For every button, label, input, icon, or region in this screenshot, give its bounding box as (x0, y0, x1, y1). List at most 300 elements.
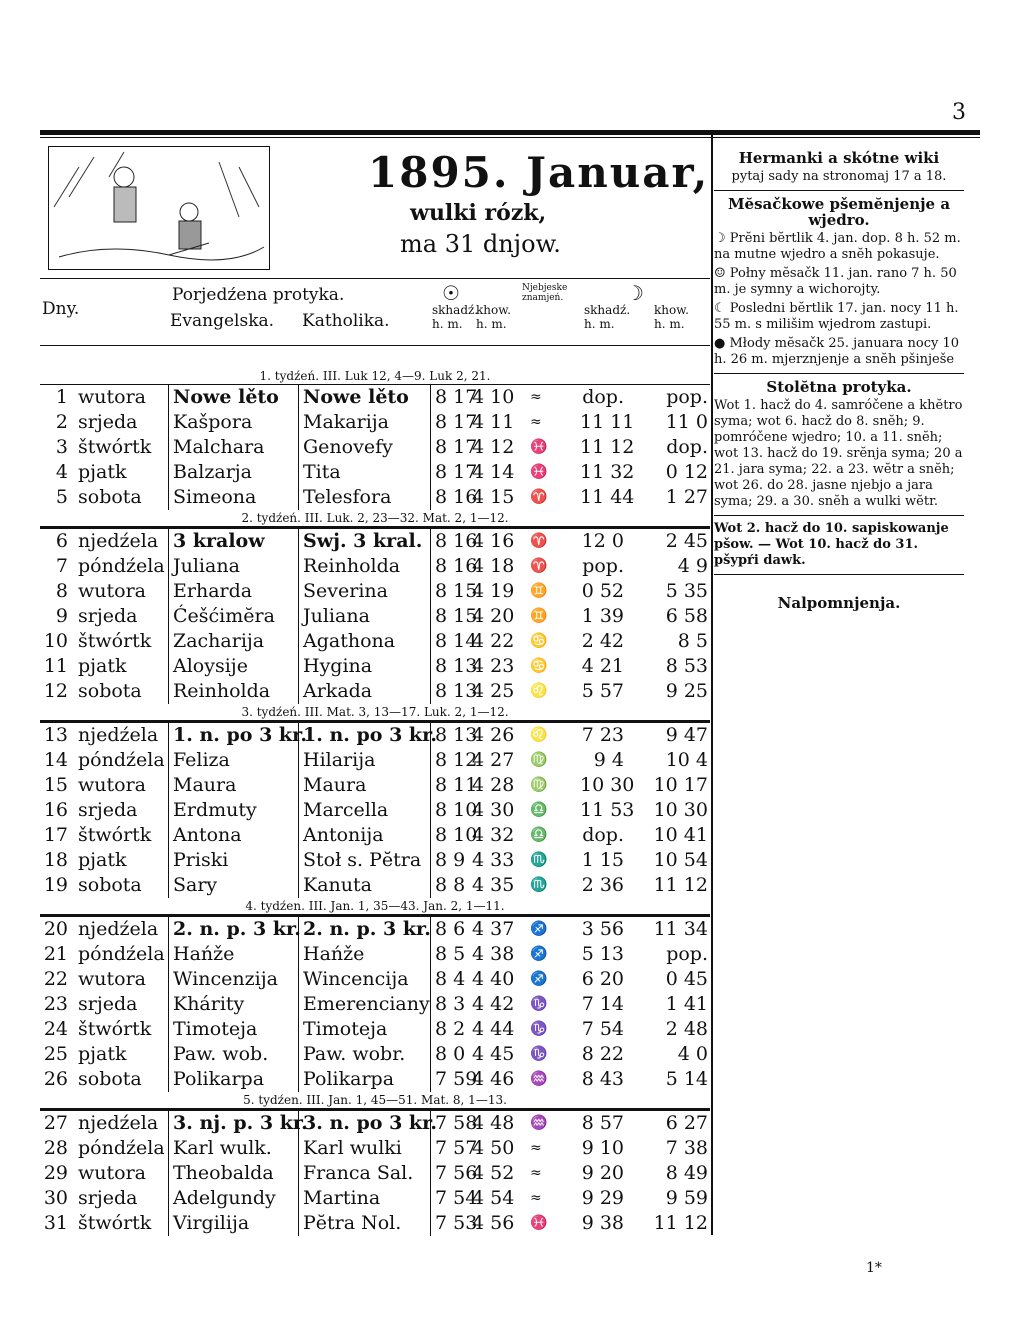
weekday: štwórtk (78, 1018, 152, 1040)
table-row (40, 1186, 710, 1211)
zodiac-icon: ♑ (530, 1021, 548, 1037)
weekday: pjatk (78, 655, 127, 677)
moonrise: 12 0 (581, 530, 624, 552)
day-number: 17 (43, 824, 68, 846)
table-row (40, 1211, 710, 1236)
weekday: njedźela (78, 1112, 159, 1134)
sunset: 4 26 (472, 724, 515, 746)
sunset: 4 19 (472, 580, 515, 602)
zodiac-icon: ♎ (530, 802, 548, 818)
sunrise: 8 4 (430, 967, 463, 992)
sunrise: 8 2 (430, 1017, 463, 1042)
sunset: 4 45 (472, 1043, 515, 1065)
sunset: 4 54 (472, 1187, 515, 1209)
catholic-feast: Tita (298, 460, 341, 485)
moonset: 6 58 (665, 605, 708, 627)
evangelical-feast: Simeona (168, 485, 256, 510)
zodiac-icon: ♌ (530, 727, 548, 743)
catholic-feast: 2. n. p. 3 kr. (298, 917, 431, 942)
month-title: 1895. Januar, (368, 148, 710, 197)
table-row (40, 1109, 710, 1136)
table-row (40, 823, 710, 848)
week-label: 4. tydźen. III. Jan. 1, 35—43. Jan. 2, 1—11. (40, 898, 710, 915)
table-row (40, 460, 710, 485)
zodiac-icon: ≈ (530, 1190, 542, 1206)
evangelical-feast: Erharda (168, 579, 252, 604)
zodiac-icon: ♐ (530, 946, 548, 962)
zodiac-icon: ♍ (530, 777, 548, 793)
moonrise: 7 14 (581, 993, 624, 1015)
moonrise: 3 56 (581, 918, 624, 940)
day-number: 26 (43, 1068, 68, 1090)
weekday: póndźela (78, 749, 165, 771)
zodiac-icon: ≈ (530, 414, 542, 430)
moonset: 4 9 (677, 555, 708, 577)
moonrise: 5 57 (581, 680, 624, 702)
evangelical-feast: 3 kralow (168, 529, 265, 554)
moonset: 0 12 (665, 461, 708, 483)
sunset: 4 40 (472, 968, 515, 990)
week-label: 5. tydźen. III. Jan. 1, 45—51. Mat. 8, 1—13. (40, 1092, 710, 1109)
weekday: štwórtk (78, 436, 152, 458)
moonset: 9 47 (665, 724, 708, 746)
evangelical-feast: Timoteja (168, 1017, 257, 1042)
moonrise: 8 43 (581, 1068, 624, 1090)
zodiac-icon: ♓ (530, 439, 548, 455)
market-text: pytaj sady na stronomaj 17 a 18. (731, 169, 947, 184)
day-number: 14 (43, 749, 68, 771)
catholic-feast: Martina (298, 1186, 380, 1211)
sunrise: 7 54 (430, 1186, 463, 1211)
evangelical-feast: 2. n. p. 3 kr. (168, 917, 301, 942)
catholic-feast: Hańže (298, 942, 364, 967)
moonset: 1 41 (665, 993, 708, 1015)
notes-title: Nalpomnjenja. (777, 594, 901, 612)
evangelical-feast: Reinholda (168, 679, 270, 704)
moonrise: 1 39 (581, 605, 624, 627)
sunrise: 8 11 (430, 773, 463, 798)
sunrise: 8 16 (430, 529, 463, 554)
weekday: sobota (78, 874, 142, 896)
moonset: pop. (666, 943, 708, 965)
table-row (40, 967, 710, 992)
catholic-feast: Hilarija (298, 748, 375, 773)
day-number: 23 (43, 993, 68, 1015)
table-row (40, 604, 710, 629)
col-evangelical: Evangelska. (170, 311, 275, 331)
moonrise: 9 29 (581, 1187, 624, 1209)
sunset: 4 50 (472, 1137, 515, 1159)
evangelical-feast: Polikarpa (168, 1067, 264, 1092)
week-label: 3. tydźeń. III. Mat. 3, 13—17. Luk. 2, 1—12. (40, 704, 710, 721)
table-row (40, 1042, 710, 1067)
catholic-feast: Paw. wobr. (298, 1042, 405, 1067)
day-number: 19 (43, 874, 68, 896)
table-row (40, 1067, 710, 1092)
weekday: srjeda (78, 993, 138, 1015)
evangelical-feast: Sary (168, 873, 217, 898)
sunrise: 8 12 (430, 748, 463, 773)
sunrise: 8 0 (430, 1042, 463, 1067)
col-sunrise: skhadź. h. m. (432, 303, 479, 331)
catholic-feast: Swj. 3 kral. (298, 529, 422, 554)
catholic-feast: Agathona (298, 629, 395, 654)
sunrise: 7 57 (430, 1136, 463, 1161)
sunset: 4 33 (472, 849, 515, 871)
moonrise: 2 36 (581, 874, 624, 896)
evangelical-feast: Virgilija (168, 1211, 249, 1236)
sunrise: 7 56 (430, 1161, 463, 1186)
day-number: 4 (55, 461, 68, 483)
weekday: sobota (78, 486, 142, 508)
sunrise: 8 8 (430, 873, 463, 898)
sunset: 4 37 (472, 918, 515, 940)
catholic-feast: Telesfora (298, 485, 391, 510)
weekday: srjeda (78, 411, 138, 433)
moonset: 11 34 (653, 918, 708, 940)
day-number: 11 (43, 655, 68, 677)
sunset: 4 52 (472, 1162, 515, 1184)
sunrise: 8 17 (430, 435, 463, 460)
sunset: 4 20 (472, 605, 515, 627)
moon-item: ☺ Połny mĕsačk 11. jan. rano 7 h. 50 m. je symny a wichorojty. (714, 266, 957, 297)
weekday: njedźela (78, 724, 159, 746)
footer-signature: 1* (866, 1260, 882, 1276)
catholic-feast: Arkada (298, 679, 372, 704)
zodiac-icon: ♈ (530, 558, 548, 574)
moonrise: 0 52 (581, 580, 624, 602)
divider (714, 515, 964, 516)
table-row (40, 873, 710, 898)
sunrise: 8 9 (430, 848, 463, 873)
catholic-feast: Karl wulki (298, 1136, 402, 1161)
month-days-count: ma 31 dnjow. (400, 230, 561, 258)
day-number: 2 (55, 411, 68, 433)
evangelical-feast: Kašpora (168, 410, 252, 435)
zodiac-icon: ♏ (530, 877, 548, 893)
day-number: 25 (43, 1043, 68, 1065)
catholic-feast: Maura (298, 773, 366, 798)
sunrise: 8 15 (430, 579, 463, 604)
day-number: 20 (43, 918, 68, 940)
week-label: 2. tydźeń. III. Luk. 2, 23—32. Mat. 2, 1—12. (40, 510, 710, 527)
moonrise: 11 11 (580, 411, 635, 433)
century-title: Stolĕtna protyka. (766, 378, 912, 396)
moonset: 7 38 (665, 1137, 708, 1159)
sunset: 4 14 (472, 461, 515, 483)
moonset: 11 12 (653, 1212, 708, 1234)
moon-icon: ☽ (626, 281, 644, 305)
catholic-feast: Hygina (298, 654, 372, 679)
day-number: 16 (43, 799, 68, 821)
table-row (40, 1017, 710, 1042)
weekday: wutora (78, 1162, 146, 1184)
weekday: srjeda (78, 605, 138, 627)
moonset: 11 12 (653, 874, 708, 896)
day-number: 30 (43, 1187, 68, 1209)
zodiac-icon: ♌ (530, 683, 548, 699)
divider (714, 373, 964, 374)
market-title: Hermanki a skótne wiki (738, 149, 940, 167)
day-number: 15 (43, 774, 68, 796)
weekday: póndźela (78, 943, 165, 965)
moonset: 2 45 (665, 530, 708, 552)
moonset: 0 45 (665, 968, 708, 990)
moonrise: 4 21 (581, 655, 624, 677)
table-row (40, 629, 710, 654)
evangelical-feast: Khárity (168, 992, 244, 1017)
sunset: 4 11 (472, 411, 515, 433)
table-row (40, 848, 710, 873)
sunset: 4 18 (472, 555, 515, 577)
sunrise: 8 13 (430, 679, 463, 704)
table-header (40, 278, 710, 346)
moonset: 10 54 (653, 849, 708, 871)
sunset: 4 38 (472, 943, 515, 965)
zodiac-icon: ♑ (530, 996, 548, 1012)
catholic-feast: Makarija (298, 410, 389, 435)
catholic-feast: Timoteja (298, 1017, 387, 1042)
table-row (40, 748, 710, 773)
evangelical-feast: Balzarja (168, 460, 252, 485)
col-zodiac: Njebjeske znamjeń. (522, 283, 568, 303)
day-number: 7 (55, 555, 68, 577)
zodiac-icon: ♒ (530, 1115, 548, 1131)
zodiac-icon: ♈ (530, 533, 548, 549)
sunset: 4 32 (472, 824, 515, 846)
sunset: 4 35 (472, 874, 515, 896)
weekday: srjeda (78, 799, 138, 821)
sunset: 4 27 (472, 749, 515, 771)
weekday: póndźela (78, 1137, 165, 1159)
day-number: 8 (55, 580, 68, 602)
day-number: 6 (55, 530, 68, 552)
moonset: dop. (666, 436, 708, 458)
zodiac-icon: ♋ (530, 633, 548, 649)
catholic-feast: Stoł s. Pĕtra (298, 848, 421, 873)
day-number: 24 (43, 1018, 68, 1040)
sunset: 4 16 (472, 530, 515, 552)
evangelical-feast: 3. nj. p. 3 kr. (168, 1111, 308, 1136)
moonrise: dop. (582, 386, 624, 408)
sunrise: 8 14 (430, 629, 463, 654)
sunrise: 8 3 (430, 992, 463, 1017)
zodiac-icon: ♒ (530, 1071, 548, 1087)
weekday: póndźela (78, 555, 165, 577)
sunset: 4 56 (472, 1212, 515, 1234)
evangelical-feast: Malchara (168, 435, 264, 460)
table-row (40, 915, 710, 942)
table-row (40, 1161, 710, 1186)
sunset: 4 28 (472, 774, 515, 796)
catholic-feast: Genovefy (298, 435, 393, 460)
zodiac-icon: ♎ (530, 827, 548, 843)
sunset: 4 25 (472, 680, 515, 702)
catholic-feast: Nowe lěto (298, 385, 409, 410)
sunset: 4 46 (472, 1068, 515, 1090)
catholic-feast: Reinholda (298, 554, 400, 579)
catholic-feast: Pĕtra Nol. (298, 1211, 401, 1236)
moonrise: 11 44 (580, 486, 635, 508)
day-number: 12 (43, 680, 68, 702)
moonset: 8 49 (665, 1162, 708, 1184)
table-row (40, 410, 710, 435)
sunrise: 8 13 (430, 654, 463, 679)
day-number: 29 (43, 1162, 68, 1184)
table-row (40, 527, 710, 554)
calendar-header (40, 138, 710, 368)
weekday: wutora (78, 774, 146, 796)
weekday: pjatk (78, 849, 127, 871)
moonrise: 7 54 (581, 1018, 624, 1040)
evangelical-feast: Adelgundy (168, 1186, 276, 1211)
weekday: njedźela (78, 530, 159, 552)
catholic-feast: Antonija (298, 823, 384, 848)
sunrise: 8 6 (430, 917, 463, 942)
moonset: 8 53 (665, 655, 708, 677)
col-sunset: khow. h. m. (476, 303, 511, 331)
weekday: wutora (78, 580, 146, 602)
table-row (40, 679, 710, 704)
moonrise: 1 15 (581, 849, 624, 871)
moonrise: 9 10 (581, 1137, 624, 1159)
zodiac-icon: ♊ (530, 608, 548, 624)
evangelical-feast: Aloysije (168, 654, 248, 679)
col-moonset: khow. h. m. (654, 303, 689, 331)
evangelical-feast: Ćešćimĕra (168, 604, 275, 629)
zodiac-icon: ♐ (530, 921, 548, 937)
moonset: 10 17 (653, 774, 708, 796)
sunset: 4 12 (472, 436, 515, 458)
evangelical-feast: Priski (168, 848, 228, 873)
catholic-feast: Emerenciany (298, 992, 430, 1017)
col-moonrise: skhadź. h. m. (584, 303, 631, 331)
month-subtitle: wulki rózk, (410, 200, 547, 226)
zodiac-icon: ♋ (530, 658, 548, 674)
zodiac-icon: ♈ (530, 489, 548, 505)
day-number: 5 (55, 486, 68, 508)
moonrise: 9 20 (581, 1162, 624, 1184)
sunset: 4 48 (472, 1112, 515, 1134)
column-separator (711, 135, 713, 1235)
moon-item: ● Młody mĕsačk 25. januara nocy 10 h. 26 m. mjerznjenje a snĕh pšinješe (714, 336, 960, 367)
table-row (40, 1136, 710, 1161)
catholic-feast: Juliana (298, 604, 370, 629)
day-number: 13 (43, 724, 68, 746)
sunrise: 7 59 (430, 1067, 463, 1092)
table-row (40, 798, 710, 823)
moonset: 9 25 (665, 680, 708, 702)
divider (714, 190, 964, 191)
moon-section-title: Mĕsačkowe pšemĕnjenje a wjedro. (727, 195, 951, 229)
table-row (40, 579, 710, 604)
day-number: 3 (55, 436, 68, 458)
moonset: 10 30 (653, 799, 708, 821)
sunrise: 8 17 (430, 410, 463, 435)
moonrise: dop. (582, 824, 624, 846)
zodiac-icon: ♓ (530, 1215, 548, 1231)
catholic-feast: Kanuta (298, 873, 372, 898)
evangelical-feast: Antona (168, 823, 242, 848)
weekday: pjatk (78, 1043, 127, 1065)
divider (714, 574, 964, 575)
table-row (40, 773, 710, 798)
day-number: 9 (55, 605, 68, 627)
table-row (40, 942, 710, 967)
zodiac-icon: ♑ (530, 1046, 548, 1062)
moon-item: ☾ Posledni bĕrtlik 17. jan. nocy 11 h. 55 m. s milišim wjedrom zastupi. (714, 301, 959, 332)
zodiac-icon: ♏ (530, 852, 548, 868)
sunrise: 8 13 (430, 723, 463, 748)
moonrise: 2 42 (581, 630, 624, 652)
moonrise: 8 57 (581, 1112, 624, 1134)
moonset: 4 0 (677, 1043, 708, 1065)
day-number: 21 (43, 943, 68, 965)
sunrise: 7 53 (430, 1211, 463, 1236)
evangelical-feast: 1. n. po 3 kr. (168, 723, 307, 748)
table-row (40, 485, 710, 510)
weekday: pjatk (78, 461, 127, 483)
catholic-feast: Polikarpa (298, 1067, 394, 1092)
moonrise: 11 53 (580, 799, 635, 821)
day-number: 31 (43, 1212, 68, 1234)
col-day: Dny. (42, 299, 80, 319)
day-number: 18 (43, 849, 68, 871)
weekday: štwórtk (78, 1212, 152, 1234)
weekday: wutora (78, 386, 146, 408)
weekday: štwórtk (78, 824, 152, 846)
days-text: Wot 2. hacž do 10. sapiskowanje pšow. — Wot 10. hacž do 31. pšypŕi dawk. (714, 521, 949, 568)
sunrise: 8 5 (430, 942, 463, 967)
moonrise: 9 4 (593, 749, 624, 771)
catholic-feast: Franca Sal. (298, 1161, 413, 1186)
sunrise: 8 15 (430, 604, 463, 629)
evangelical-feast: Maura (168, 773, 236, 798)
catholic-feast: Wincencija (298, 967, 409, 992)
moonrise: 5 13 (581, 943, 624, 965)
calendar (40, 138, 710, 1236)
week-label: 1. tydźeń. III. Luk 12, 4—9. Luk 2, 21. (40, 368, 710, 385)
table-row (40, 435, 710, 460)
evangelical-feast: Theobalda (168, 1161, 274, 1186)
winter-vignette-illustration (48, 146, 270, 270)
evangelical-feast: Erdmuty (168, 798, 257, 823)
moonset: 10 41 (653, 824, 708, 846)
moonset: 8 5 (677, 630, 708, 652)
sunset: 4 22 (472, 630, 515, 652)
zodiac-icon: ♍ (530, 752, 548, 768)
moonset: 9 59 (665, 1187, 708, 1209)
moonrise: 8 22 (581, 1043, 624, 1065)
evangelical-feast: Juliana (168, 554, 240, 579)
moonset: 5 35 (665, 580, 708, 602)
sunset: 4 44 (472, 1018, 515, 1040)
moonrise: pop. (582, 555, 624, 577)
century-text: Wot 1. hacž do 4. samróčene a khĕtro syma; wot 6. hacž do 8. snĕh; 9. pomróčene wjedro; 10. a 11. snĕh; wot 13. hacž do 19. srĕnja syma; 20 a 21. jara syma; 22. a 23. wĕtr a snĕh; wot 26. do 28. jasne njebjo a jara syma; 29. a 30. snĕh a wulki wĕtr. (714, 398, 963, 509)
zodiac-icon: ≈ (530, 1140, 542, 1156)
evangelical-feast: Hańže (168, 942, 234, 967)
weekday: štwórtk (78, 630, 152, 652)
evangelical-feast: Zacharija (168, 629, 264, 654)
evangelical-feast: Wincenzija (168, 967, 278, 992)
table-row (40, 554, 710, 579)
moonrise: 6 20 (581, 968, 624, 990)
sunset: 4 42 (472, 993, 515, 1015)
moonset: pop. (666, 386, 708, 408)
sunrise: 8 10 (430, 798, 463, 823)
col-feasts: Porjedźena protyka. (172, 285, 345, 305)
evangelical-feast: Nowe lěto (168, 385, 279, 410)
